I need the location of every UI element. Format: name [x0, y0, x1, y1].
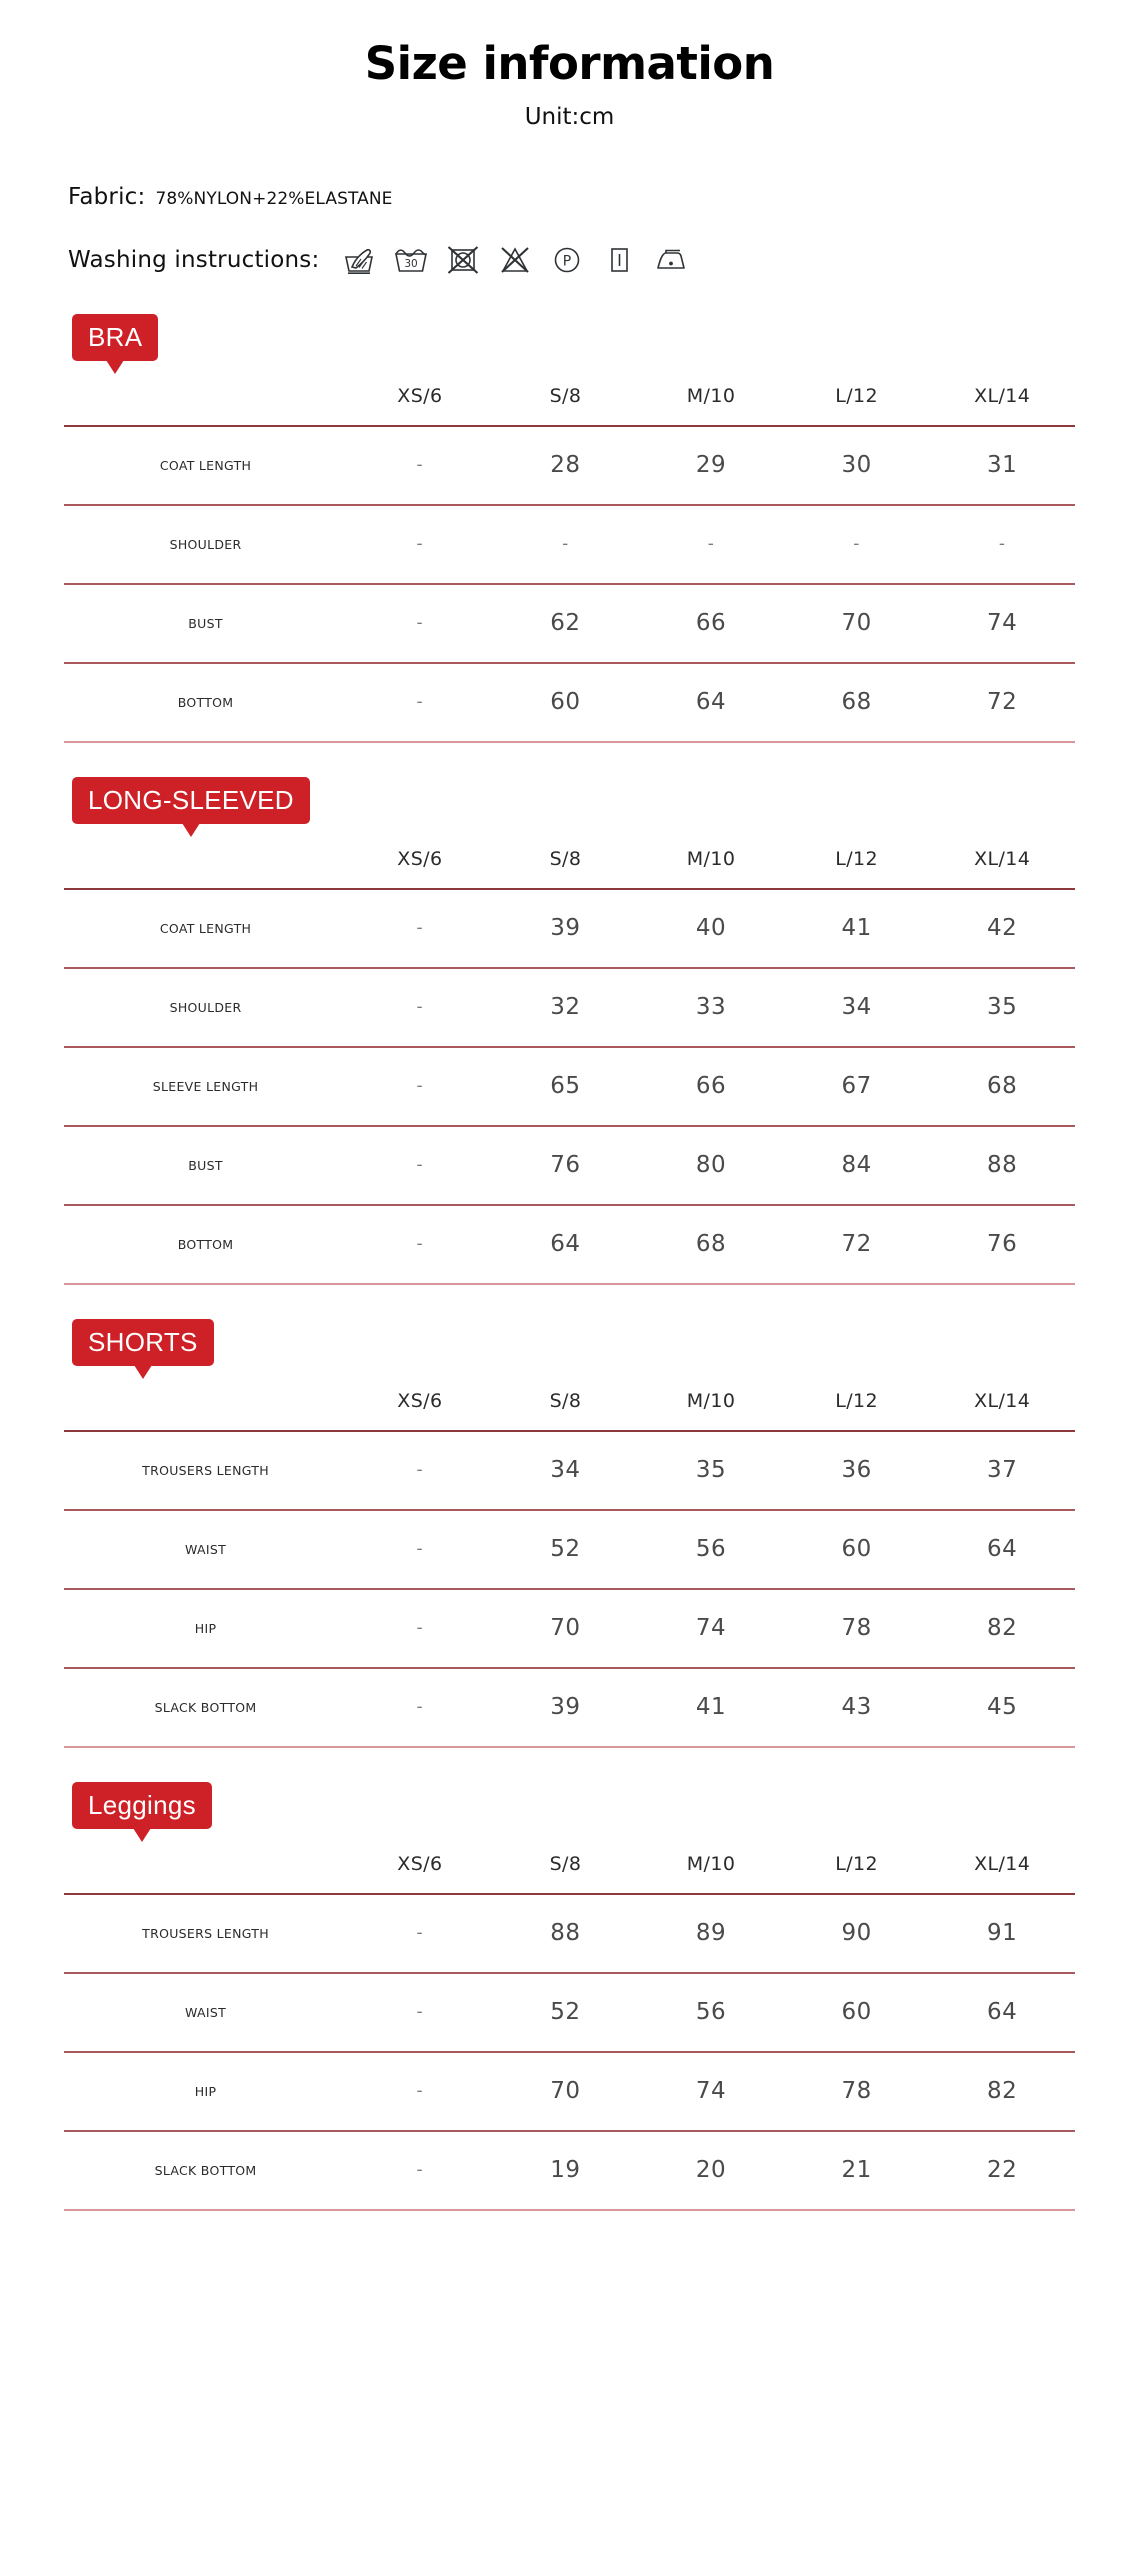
measurement-value: 41 [638, 1668, 784, 1747]
table-row [64, 2131, 1075, 2210]
measurement-value: 45 [929, 1668, 1075, 1747]
section-badge-wrap [64, 1285, 1075, 1369]
fabric-value: 78%NYLON+22%ELASTANE [155, 188, 393, 209]
measurement-value: 78 [784, 1589, 930, 1668]
section-badge: LONG-SLEEVED [72, 777, 310, 824]
size-column-header: XS/6 [397, 1853, 443, 1876]
measurement-value: 34 [784, 968, 930, 1047]
size-column-header: S/8 [549, 385, 582, 408]
table-header-row [64, 1373, 1075, 1431]
size-column-header: XS/6 [397, 1390, 443, 1413]
measurement-value: 62 [493, 584, 639, 663]
measurement-value: 91 [929, 1894, 1075, 1973]
section-badge: Leggings [72, 1782, 212, 1829]
size-table [64, 1373, 1075, 1748]
measurement-value: - [347, 2131, 493, 2210]
table-row [64, 663, 1075, 742]
wash-temp-text: 30 [404, 257, 419, 270]
size-section [64, 1748, 1075, 2211]
measurement-label: TROUSERS LENGTH [64, 1894, 347, 1973]
measurement-value: 30 [784, 426, 930, 505]
measurement-value: 22 [929, 2131, 1075, 2210]
dryclean-letter-text: P [563, 253, 572, 270]
table-row [64, 1126, 1075, 1205]
measurement-label: HIP [64, 1589, 347, 1668]
measurement-value: 82 [929, 1589, 1075, 1668]
measurement-value: 36 [784, 1431, 930, 1510]
measurement-value: 39 [493, 889, 639, 968]
measurement-value: 33 [638, 968, 784, 1047]
measurement-label: BOTTOM [64, 663, 347, 742]
size-sections-root [64, 280, 1075, 2211]
machine-wash-30-icon [387, 240, 435, 280]
table-row [64, 1589, 1075, 1668]
measurement-value: 32 [493, 968, 639, 1047]
measurement-value: 65 [493, 1047, 639, 1126]
measurement-value: 42 [929, 889, 1075, 968]
measurement-value: 68 [784, 663, 930, 742]
measurement-value: - [347, 1126, 493, 1205]
measurement-value: 28 [493, 426, 639, 505]
measurement-label: COAT LENGTH [64, 889, 347, 968]
table-row [64, 1894, 1075, 1973]
measurement-value: 66 [638, 1047, 784, 1126]
measurement-value: 76 [493, 1126, 639, 1205]
measurement-value: 84 [784, 1126, 930, 1205]
size-column-header: XL/14 [974, 1853, 1031, 1876]
table-row [64, 584, 1075, 663]
size-column-header: M/10 [686, 1390, 736, 1413]
measurement-value: - [347, 1973, 493, 2052]
measurement-value: 72 [929, 663, 1075, 742]
measurement-value: 60 [493, 663, 639, 742]
measurement-value: 41 [784, 889, 930, 968]
measurement-value: - [638, 505, 784, 584]
washing-instructions-row [64, 210, 1075, 280]
measurement-value: 88 [929, 1126, 1075, 1205]
measurement-value: 68 [929, 1047, 1075, 1126]
table-row [64, 1205, 1075, 1284]
measurement-value: - [347, 1894, 493, 1973]
measurement-value: 64 [493, 1205, 639, 1284]
measurement-label: WAIST [64, 1973, 347, 2052]
measurement-value: - [347, 1589, 493, 1668]
size-table [64, 1836, 1075, 2211]
measurement-header-cell [64, 1836, 347, 1894]
measurement-value: 74 [638, 1589, 784, 1668]
measurement-label: SLACK BOTTOM [64, 2131, 347, 2210]
measurement-value: 64 [929, 1973, 1075, 2052]
measurement-value: 67 [784, 1047, 930, 1126]
page-title: Size information [364, 37, 775, 90]
size-column-header: S/8 [549, 1390, 582, 1413]
measurement-value: 66 [638, 584, 784, 663]
size-column-header: XL/14 [974, 1390, 1031, 1413]
measurement-value: 64 [638, 663, 784, 742]
measurement-value: 74 [638, 2052, 784, 2131]
measurement-value: 89 [638, 1894, 784, 1973]
measurement-header-cell [64, 831, 347, 889]
measurement-label: HIP [64, 2052, 347, 2131]
measurement-value: 82 [929, 2052, 1075, 2131]
do-not-tumble-dry-icon [439, 240, 487, 280]
measurement-label: WAIST [64, 1510, 347, 1589]
measurement-value: 56 [638, 1973, 784, 2052]
measurement-value: 19 [493, 2131, 639, 2210]
size-column-header: M/10 [686, 1853, 736, 1876]
measurement-value: 56 [638, 1510, 784, 1589]
measurement-value: 31 [929, 426, 1075, 505]
measurement-value: 39 [493, 1668, 639, 1747]
measurement-value: 80 [638, 1126, 784, 1205]
drip-dry-icon [595, 240, 643, 280]
iron-low-heat-icon [647, 240, 695, 280]
measurement-value: 20 [638, 2131, 784, 2210]
measurement-value: 90 [784, 1894, 930, 1973]
measurement-value: 37 [929, 1431, 1075, 1510]
measurement-value: 35 [929, 968, 1075, 1047]
measurement-value: 64 [929, 1510, 1075, 1589]
size-column-header: L/12 [835, 1390, 878, 1413]
measurement-value: 68 [638, 1205, 784, 1284]
do-not-bleach-icon [491, 240, 539, 280]
washing-icons-group [331, 240, 695, 280]
size-column-header: M/10 [686, 848, 736, 871]
table-row [64, 1973, 1075, 2052]
measurement-value: - [347, 2052, 493, 2131]
size-column-header: XS/6 [397, 385, 443, 408]
size-table [64, 368, 1075, 743]
table-header-row [64, 368, 1075, 426]
size-column-header: S/8 [549, 1853, 582, 1876]
size-column-header: L/12 [835, 848, 878, 871]
table-row [64, 426, 1075, 505]
size-column-header: S/8 [549, 848, 582, 871]
measurement-label: COAT LENGTH [64, 426, 347, 505]
measurement-header-cell [64, 368, 347, 426]
fabric-row [64, 130, 1075, 210]
section-badge: BRA [72, 314, 158, 361]
table-row [64, 1047, 1075, 1126]
measurement-value: - [347, 889, 493, 968]
measurement-value: - [347, 1510, 493, 1589]
measurement-value: 52 [493, 1973, 639, 2052]
measurement-value: 34 [493, 1431, 639, 1510]
hand-wash-icon [335, 240, 383, 280]
measurement-value: 40 [638, 889, 784, 968]
measurement-value: - [347, 663, 493, 742]
measurement-value: - [347, 426, 493, 505]
measurement-value: 70 [493, 2052, 639, 2131]
section-badge: SHORTS [72, 1319, 214, 1366]
table-header-row [64, 1836, 1075, 1894]
table-row [64, 889, 1075, 968]
size-section [64, 743, 1075, 1285]
size-table [64, 831, 1075, 1285]
measurement-label: SHOULDER [64, 505, 347, 584]
measurement-label: SHOULDER [64, 968, 347, 1047]
measurement-value: 60 [784, 1973, 930, 2052]
size-column-header: XS/6 [397, 848, 443, 871]
measurement-value: 70 [784, 584, 930, 663]
measurement-value: - [784, 505, 930, 584]
table-row [64, 2052, 1075, 2131]
washing-instructions-label: Washing instructions: [68, 246, 320, 273]
dry-clean-p-icon [543, 240, 591, 280]
size-column-header: L/12 [835, 385, 878, 408]
measurement-value: - [347, 584, 493, 663]
measurement-value: 35 [638, 1431, 784, 1510]
measurement-value: 52 [493, 1510, 639, 1589]
size-column-header: XL/14 [974, 848, 1031, 871]
measurement-value: - [347, 1431, 493, 1510]
table-row [64, 1668, 1075, 1747]
measurement-value: - [347, 1047, 493, 1126]
measurement-value: - [347, 968, 493, 1047]
measurement-label: TROUSERS LENGTH [64, 1431, 347, 1510]
measurement-label: BUST [64, 584, 347, 663]
table-header-row [64, 831, 1075, 889]
section-badge-wrap [64, 1748, 1075, 1832]
measurement-value: 72 [784, 1205, 930, 1284]
section-badge-wrap [64, 280, 1075, 364]
measurement-header-cell [64, 1373, 347, 1431]
fabric-label: Fabric: [68, 183, 146, 210]
measurement-value: - [493, 505, 639, 584]
size-section [64, 1285, 1075, 1748]
measurement-value: 76 [929, 1205, 1075, 1284]
measurement-value: - [347, 505, 493, 584]
measurement-value: 21 [784, 2131, 930, 2210]
table-row [64, 505, 1075, 584]
section-badge-wrap [64, 743, 1075, 827]
size-column-header: M/10 [686, 385, 736, 408]
measurement-label: BUST [64, 1126, 347, 1205]
measurement-value: - [347, 1205, 493, 1284]
measurement-value: 88 [493, 1894, 639, 1973]
measurement-label: SLACK BOTTOM [64, 1668, 347, 1747]
measurement-value: 70 [493, 1589, 639, 1668]
measurement-value: 60 [784, 1510, 930, 1589]
size-column-header: L/12 [835, 1853, 878, 1876]
table-row [64, 968, 1075, 1047]
measurement-value: 78 [784, 2052, 930, 2131]
measurement-value: 43 [784, 1668, 930, 1747]
measurement-value: - [347, 1668, 493, 1747]
table-row [64, 1510, 1075, 1589]
table-row [64, 1431, 1075, 1510]
measurement-label: BOTTOM [64, 1205, 347, 1284]
unit-label: Unit:cm [524, 103, 615, 130]
measurement-value: 29 [638, 426, 784, 505]
measurement-value: - [929, 505, 1075, 584]
size-column-header: XL/14 [974, 385, 1031, 408]
size-section [64, 280, 1075, 743]
measurement-value: 74 [929, 584, 1075, 663]
measurement-label: SLEEVE LENGTH [64, 1047, 347, 1126]
